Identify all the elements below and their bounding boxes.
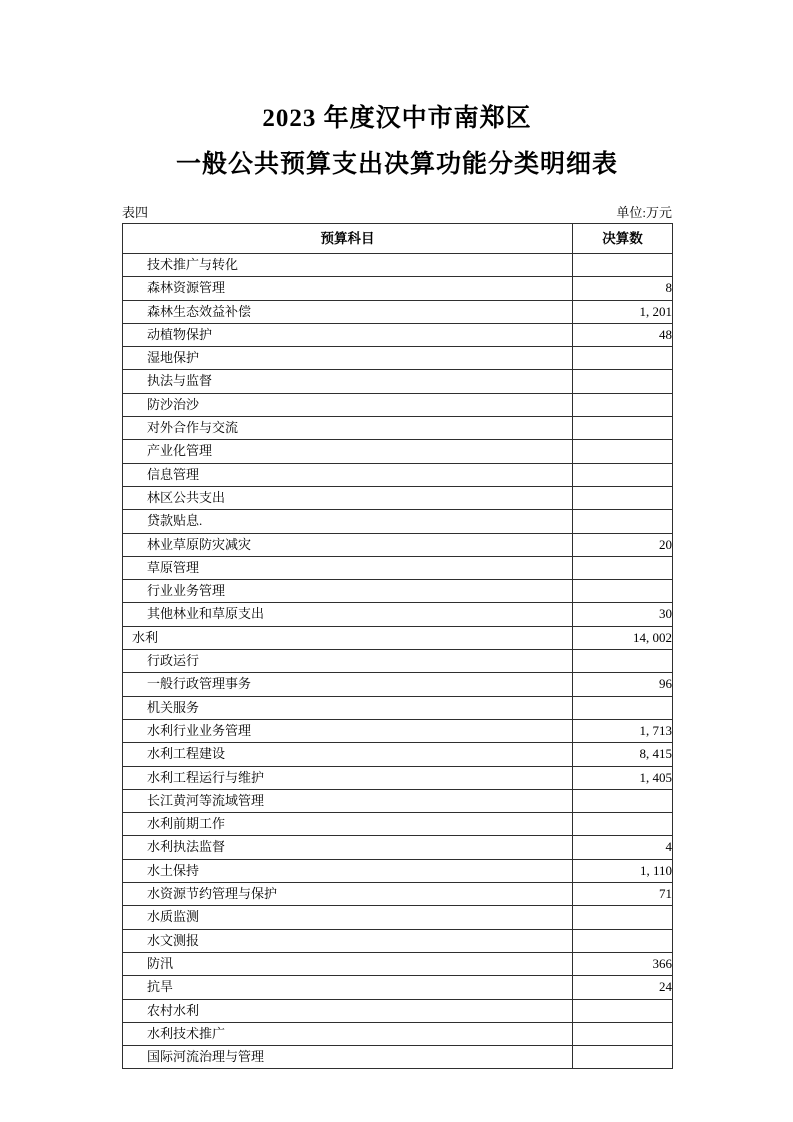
budget-item-value: 8	[573, 277, 673, 300]
table-row	[123, 556, 673, 579]
budget-item-label: 产业化管理	[123, 440, 573, 463]
table-row	[123, 370, 673, 393]
table-row	[123, 929, 673, 952]
budget-item-value	[573, 906, 673, 929]
table-row	[123, 836, 673, 859]
table-row	[123, 300, 673, 323]
budget-item-label: 动植物保护	[123, 323, 573, 346]
table-row	[123, 277, 673, 300]
budget-item-value: 1, 201	[573, 300, 673, 323]
table-number-label: 表四	[122, 205, 149, 220]
budget-item-label: 长江黄河等流域管理	[123, 789, 573, 812]
budget-item-label: 农村水利	[123, 999, 573, 1022]
budget-item-value: 4	[573, 836, 673, 859]
table-row	[123, 696, 673, 719]
table-row	[123, 440, 673, 463]
document-title	[122, 96, 672, 188]
budget-item-value	[573, 999, 673, 1022]
budget-item-label: 森林生态效益补偿	[123, 300, 573, 323]
budget-item-label: 防沙治沙	[123, 393, 573, 416]
table-meta-row	[122, 202, 672, 221]
budget-item-value	[573, 580, 673, 603]
table-row	[123, 626, 673, 649]
document-content	[122, 0, 672, 1069]
budget-item-value	[573, 347, 673, 370]
budget-item-value: 96	[573, 673, 673, 696]
budget-item-value	[573, 1022, 673, 1045]
table-row	[123, 1022, 673, 1045]
budget-item-value	[573, 556, 673, 579]
budget-item-value: 71	[573, 883, 673, 906]
table-row	[123, 323, 673, 346]
budget-item-label: 水利执法监督	[123, 836, 573, 859]
table-row	[123, 254, 673, 277]
budget-table-body	[123, 254, 673, 1069]
budget-item-value	[573, 486, 673, 509]
budget-item-label: 国际河流治理与管理	[123, 1046, 573, 1069]
table-row	[123, 813, 673, 836]
budget-item-value: 366	[573, 952, 673, 975]
budget-item-label: 森林资源管理	[123, 277, 573, 300]
budget-item-value	[573, 393, 673, 416]
budget-item-label: 信息管理	[123, 463, 573, 486]
table-row	[123, 673, 673, 696]
budget-item-value	[573, 650, 673, 673]
budget-table	[122, 223, 673, 1069]
budget-item-value	[573, 254, 673, 277]
table-row	[123, 650, 673, 673]
budget-item-label: 湿地保护	[123, 347, 573, 370]
budget-item-value	[573, 463, 673, 486]
budget-item-label: 水利工程运行与维护	[123, 766, 573, 789]
budget-item-value	[573, 417, 673, 440]
budget-item-label: 水利	[123, 626, 573, 649]
table-row	[123, 952, 673, 975]
budget-item-value	[573, 789, 673, 812]
table-row	[123, 486, 673, 509]
budget-item-label: 防汛	[123, 952, 573, 975]
budget-item-label: 贷款贴息.	[123, 510, 573, 533]
budget-item-label: 水利前期工作	[123, 813, 573, 836]
budget-item-label: 水利行业业务管理	[123, 719, 573, 742]
unit-label: 单位:万元	[616, 205, 672, 220]
budget-item-value: 8, 415	[573, 743, 673, 766]
budget-item-label: 水利工程建设	[123, 743, 573, 766]
budget-item-label: 林区公共支出	[123, 486, 573, 509]
table-row	[123, 1046, 673, 1069]
budget-item-label: 对外合作与交流	[123, 417, 573, 440]
table-row	[123, 789, 673, 812]
budget-item-value: 14, 002	[573, 626, 673, 649]
table-row	[123, 417, 673, 440]
budget-item-value: 24	[573, 976, 673, 999]
budget-item-value	[573, 929, 673, 952]
budget-item-value	[573, 1046, 673, 1069]
budget-item-value	[573, 370, 673, 393]
budget-item-label: 林业草原防灾减灾	[123, 533, 573, 556]
budget-item-value	[573, 510, 673, 533]
budget-item-value: 30	[573, 603, 673, 626]
budget-item-label: 执法与监督	[123, 370, 573, 393]
budget-item-label: 行业业务管理	[123, 580, 573, 603]
budget-item-label: 草原管理	[123, 556, 573, 579]
budget-table-header	[123, 224, 673, 254]
table-row	[123, 580, 673, 603]
budget-item-label: 水文测报	[123, 929, 573, 952]
table-row	[123, 766, 673, 789]
table-row	[123, 976, 673, 999]
table-row	[123, 906, 673, 929]
table-row	[123, 533, 673, 556]
budget-item-value	[573, 696, 673, 719]
budget-item-label: 一般行政管理事务	[123, 673, 573, 696]
budget-item-label: 水质监测	[123, 906, 573, 929]
budget-item-value: 20	[573, 533, 673, 556]
budget-item-label: 技术推广与转化	[123, 254, 573, 277]
budget-item-value: 48	[573, 323, 673, 346]
column-header-final-amount: 决算数	[573, 224, 673, 254]
budget-item-value: 1, 713	[573, 719, 673, 742]
table-row	[123, 463, 673, 486]
budget-item-value	[573, 440, 673, 463]
budget-item-label: 抗旱	[123, 976, 573, 999]
table-row	[123, 719, 673, 742]
table-row	[123, 347, 673, 370]
table-row	[123, 603, 673, 626]
budget-item-label: 水资源节约管理与保护	[123, 883, 573, 906]
table-row	[123, 510, 673, 533]
budget-item-label: 机关服务	[123, 696, 573, 719]
header-row	[123, 224, 673, 254]
table-row	[123, 393, 673, 416]
budget-item-label: 其他林业和草原支出	[123, 603, 573, 626]
budget-item-label: 水利技术推广	[123, 1022, 573, 1045]
budget-item-value: 1, 405	[573, 766, 673, 789]
budget-item-label: 水土保持	[123, 859, 573, 882]
table-row	[123, 999, 673, 1022]
budget-item-value: 1, 110	[573, 859, 673, 882]
budget-item-label: 行政运行	[123, 650, 573, 673]
document-title-line2: 一般公共预算支出决算功能分类明细表	[175, 151, 618, 178]
column-header-budget-subject: 预算科目	[123, 224, 573, 254]
budget-item-value	[573, 813, 673, 836]
table-row	[123, 743, 673, 766]
table-row	[123, 859, 673, 882]
document-title-line1: 2023 年度汉中市南郑区	[262, 105, 532, 132]
table-row	[123, 883, 673, 906]
